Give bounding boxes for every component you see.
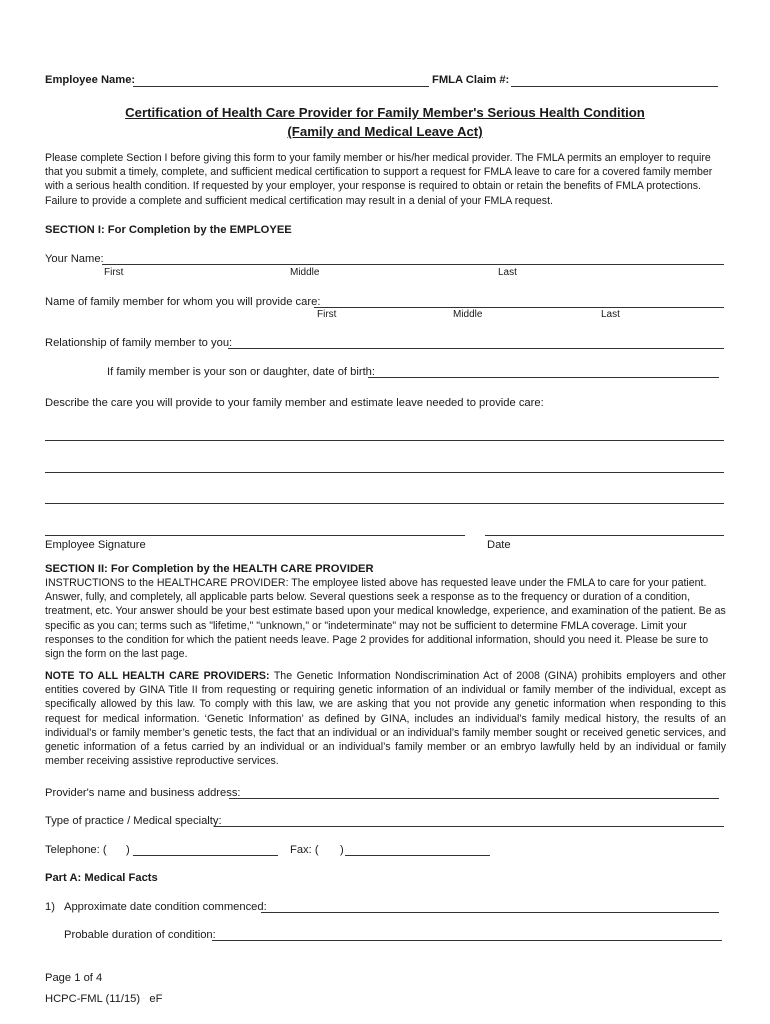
telephone-field[interactable] xyxy=(133,855,278,856)
describe-care-line-3[interactable] xyxy=(45,503,724,504)
telephone-close-paren: ) xyxy=(126,844,130,856)
fax-label: Fax: ( xyxy=(290,844,319,856)
employee-name-label: Employee Name: xyxy=(45,74,136,86)
duration-label: Probable duration of condition: xyxy=(64,929,216,941)
family-member-name-label: Name of family member for whom you will provide care: xyxy=(45,296,321,308)
condition-commenced-field[interactable] xyxy=(261,912,719,913)
practice-specialty-field[interactable] xyxy=(214,826,724,827)
family-member-first-caption: First xyxy=(317,309,337,320)
family-member-last-caption: Last xyxy=(601,309,620,320)
relationship-field[interactable] xyxy=(228,348,724,349)
section2-heading: SECTION II: For Completion by the HEALTH CARE PROVIDER xyxy=(45,563,374,575)
your-name-first-caption: First xyxy=(104,267,124,278)
describe-care-line-1[interactable] xyxy=(45,440,724,441)
employee-signature-field[interactable] xyxy=(45,535,465,536)
fmla-claim-field[interactable] xyxy=(511,86,718,87)
gina-note xyxy=(45,669,726,768)
form-title xyxy=(0,103,770,141)
family-member-middle-caption: Middle xyxy=(453,309,483,320)
provider-address-label: Provider's name and business address: xyxy=(45,787,241,799)
page-number: Page 1 of 4 xyxy=(45,972,103,984)
form-id: HCPC-FML (11/15) eF xyxy=(45,993,163,1005)
describe-care-line-2[interactable] xyxy=(45,472,724,473)
intro-paragraph: Please complete Section I before giving this form to your family member or his/her medical provider. The FMLA permits an employer to require that you submit a timely, complete, and sufficient medical certification to support a request for FMLA leave to care for a covered family member with a serious health condition. If requested by your employer, your response is required to obtain or retain the benefits of FMLA protections. Failure to provide a complete and sufficient medical certification may result in a denial of your FMLA request. xyxy=(45,152,713,207)
provider-instructions: INSTRUCTIONS to the HEALTHCARE PROVIDER: The employee listed above has requested leave under the FMLA to care for your patient. Answer, fully, and completely, all applicable parts below. Several questions seek a response as to the frequency or duration of a condition, treatment, etc. Your answer should be your best estimate based upon your medical knowledge, experience, and examination of the patient. Be as specific as you can; terms such as "lifetime," "unknown," or "indeterminate" may not be sufficient to determine FMLA coverage. Limit your responses to the condition for which the patient needs leave. Page 2 provides for additional information, should you need it. Please be sure to sign the form on the last page. xyxy=(45,577,726,661)
your-name-label: Your Name: xyxy=(45,253,104,265)
q1-label: Approximate date condition commenced: xyxy=(64,901,267,913)
duration-field[interactable] xyxy=(212,940,722,941)
your-name-middle-caption: Middle xyxy=(290,267,320,278)
signature-date-field[interactable] xyxy=(485,535,724,536)
fax-close-paren: ) xyxy=(340,844,344,856)
practice-specialty-label: Type of practice / Medical specialty: xyxy=(45,815,222,827)
your-name-field[interactable] xyxy=(102,264,724,265)
q1-number: 1) xyxy=(45,901,55,913)
describe-care-label: Describe the care you will provide to your family member and estimate leave needed to provide care: xyxy=(45,397,544,409)
fmla-claim-label: FMLA Claim #: xyxy=(432,74,510,86)
telephone-label: Telephone: ( xyxy=(45,844,107,856)
fax-field[interactable] xyxy=(345,855,490,856)
family-member-name-field[interactable] xyxy=(314,307,724,308)
signature-date-label: Date xyxy=(487,539,511,551)
title-line-1: Certification of Health Care Provider for Family Member's Serious Health Condition xyxy=(125,105,645,120)
employee-signature-label: Employee Signature xyxy=(45,539,146,551)
gina-note-heading: NOTE TO ALL HEALTH CARE PROVIDERS: xyxy=(45,670,270,682)
provider-address-field[interactable] xyxy=(229,798,719,799)
your-name-last-caption: Last xyxy=(498,267,517,278)
title-line-2: (Family and Medical Leave Act) xyxy=(287,124,483,139)
dob-label: If family member is your son or daughter, date of birth: xyxy=(107,366,376,378)
part-a-heading: Part A: Medical Facts xyxy=(45,872,158,884)
employee-name-field[interactable] xyxy=(133,86,429,87)
relationship-label: Relationship of family member to you: xyxy=(45,337,233,349)
dob-field[interactable] xyxy=(368,377,719,378)
gina-note-text: The Genetic Information Nondiscrimination Act of 2008 (GINA) prohibits employers and other entities covered by GINA Title II from requesting or requiring genetic information of an individual or family member of the individual, except as specifically allowed by this law. To comply with this law, we are asking that you not provide any genetic information when responding to this request for medical information. ‘Genetic Information’ as defined by GINA, includes an individual’s family medical history, the results of an individual’s or family member’s genetic tests, the fact that an individual or an individual’s family member sought or received genetic services, and genetic information of a fetus carried by an individual or an individual’s family member or an embryo lawfully held by an individual or family member receiving assistive reproductive services. xyxy=(45,670,726,768)
section1-heading: SECTION I: For Completion by the EMPLOYEE xyxy=(45,224,292,236)
